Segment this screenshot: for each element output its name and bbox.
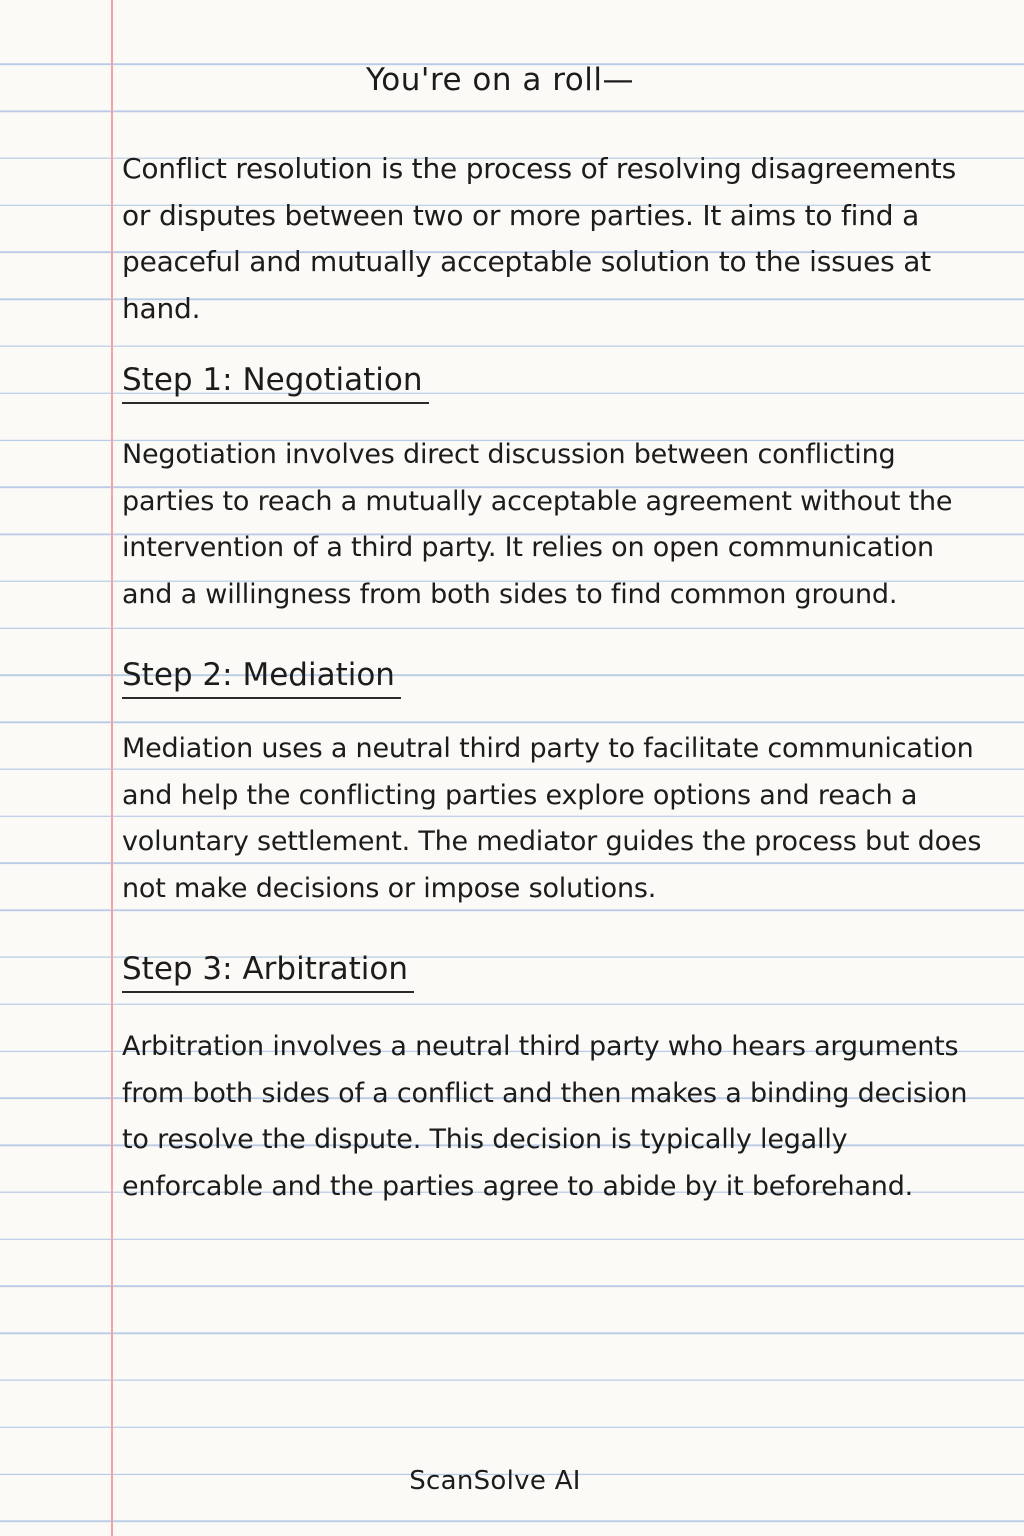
step-1-body: Negotiation involves direct discussion between conflicting parties to reach a mutually acceptable agreement without the intervention of a third party. It relies on open communication and a willingness from both sides to find common ground. [122,439,953,610]
step-1-heading: Step 1: Negotiation [122,362,429,404]
intro-paragraph: Conflict resolution is the process of resolving disagreements or disputes between two or more parties. It aims to find a peaceful and mutually acceptable solution to the issues at hand. [122,152,956,325]
step-3-body: Arbitration involves a neutral third party who hears arguments from both sides of a conflict and then makes a binding decision to resolve the dispute. This decision is typically legally enforcable and the parties agree to abide by it beforehand. [122,1031,968,1202]
step-2-heading: Step 2: Mediation [122,657,401,699]
footer-brand: ScanSolve AI [409,1466,581,1496]
step-2-body: Mediation uses a neutral third party to facilitate communication and help the conflicting parties explore options and reach a voluntary settlement. The mediator guides the process but does not make decisions or impose solutions. [122,733,982,904]
page-title: You're on a roll— [365,62,635,98]
margin-line [111,0,113,1536]
step-3-heading: Step 3: Arbitration [122,951,414,993]
